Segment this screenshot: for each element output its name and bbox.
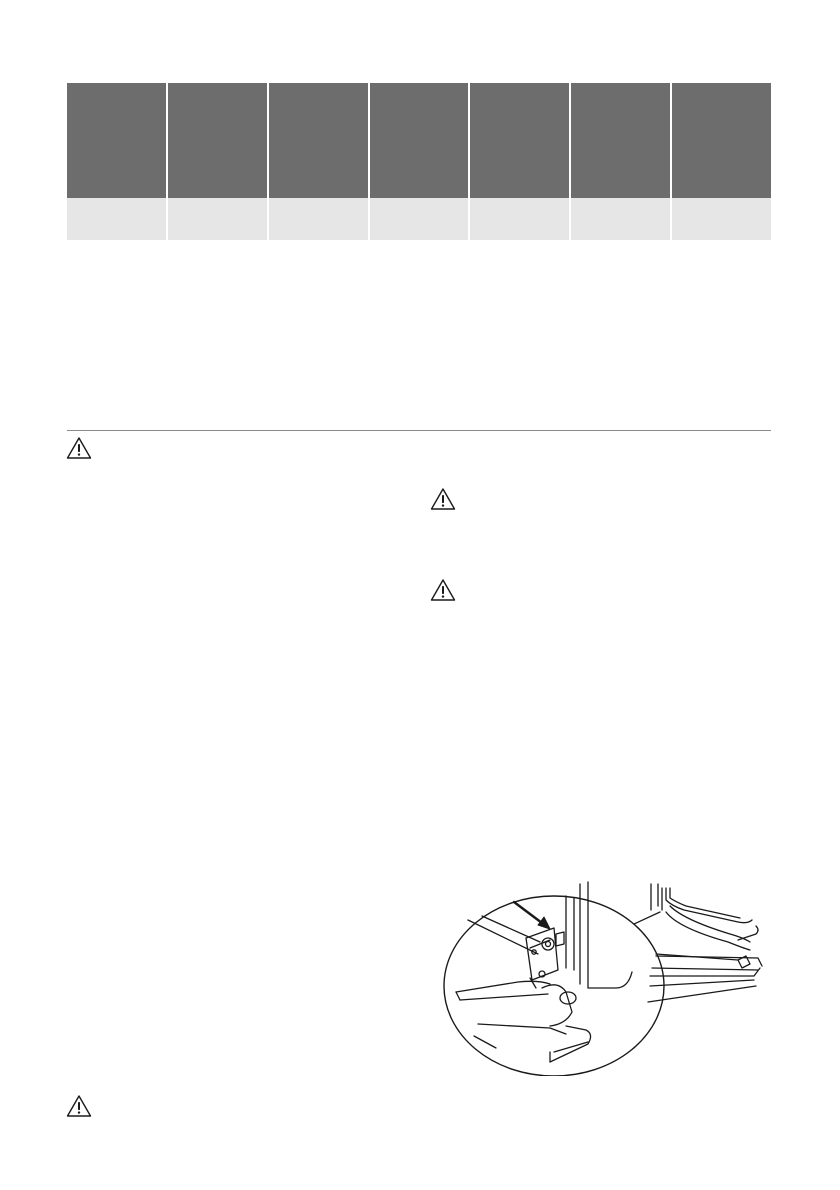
table-body-cell bbox=[571, 198, 670, 240]
warning-triangle-icon bbox=[66, 1094, 92, 1118]
table-header-cell bbox=[269, 83, 368, 198]
table-body-cell bbox=[470, 198, 569, 240]
table-body-cell bbox=[168, 198, 267, 240]
warning-triangle-icon bbox=[430, 578, 456, 602]
section-divider bbox=[67, 430, 771, 431]
table-header-cell bbox=[370, 83, 469, 198]
table-header-cell bbox=[67, 83, 166, 198]
table-header-cell bbox=[571, 83, 670, 198]
warning-triangle-icon bbox=[66, 436, 92, 460]
warning-triangle-icon bbox=[430, 487, 456, 511]
table-body-cell bbox=[672, 198, 771, 240]
data-table bbox=[67, 83, 771, 240]
oven-door-hinge-illustration bbox=[438, 876, 774, 1076]
table-header-cell bbox=[168, 83, 267, 198]
table-header-cell bbox=[470, 83, 569, 198]
table-body-cell bbox=[269, 198, 368, 240]
table-body-cell bbox=[67, 198, 166, 240]
table-header-cell bbox=[672, 83, 771, 198]
table-body-cell bbox=[370, 198, 469, 240]
